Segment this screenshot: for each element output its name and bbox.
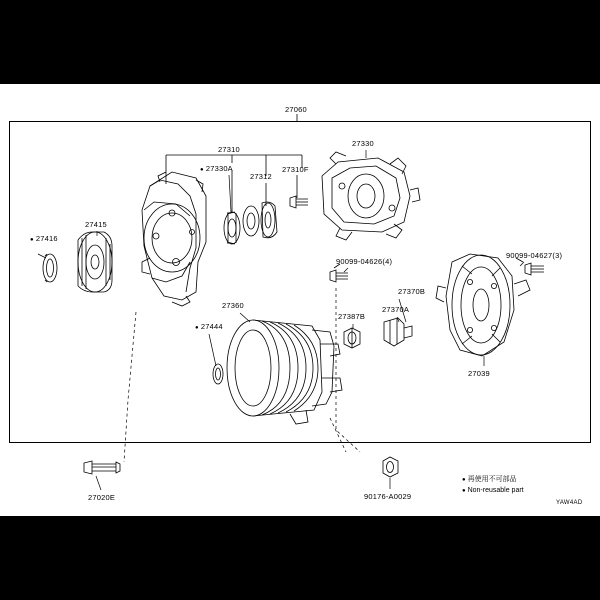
- label-27330A: ● 27330A: [200, 164, 233, 173]
- label-27039: 27039: [468, 369, 490, 378]
- legend-text-jp: 再使用不可部品: [467, 476, 517, 483]
- legend-bullet-jp: ●: [462, 477, 466, 483]
- label-27416: ● 27416: [30, 234, 58, 243]
- label-90176-A0029: 90176-A0029: [364, 492, 412, 501]
- legend-bullet-en: ●: [462, 488, 466, 494]
- watermark: YAW4AD: [556, 500, 583, 506]
- label-27060: 27060: [285, 105, 307, 114]
- label-27312: 27312: [250, 172, 272, 181]
- label-27415: 27415: [85, 220, 107, 229]
- label-27370B: 27370B: [398, 287, 426, 296]
- label-27020E: 27020E: [88, 493, 116, 502]
- label-27360: 27360: [222, 301, 244, 310]
- label-27310F: 27310F: [282, 165, 309, 174]
- legend-row-en: [462, 487, 524, 494]
- label-27387B: 27387B: [338, 312, 366, 321]
- legend-text-en: Non-reusable part: [467, 487, 524, 494]
- label-27330: 27330: [352, 139, 374, 148]
- legend-row-jp: [462, 474, 517, 484]
- label-90099-04626: 90099-04626(4): [336, 257, 393, 266]
- label-27444: ● 27444: [195, 322, 223, 331]
- label-27370A: 27370A: [382, 305, 410, 314]
- label-27310: 27310: [218, 145, 240, 154]
- label-90099-04627: 90099-04627(3): [506, 251, 563, 260]
